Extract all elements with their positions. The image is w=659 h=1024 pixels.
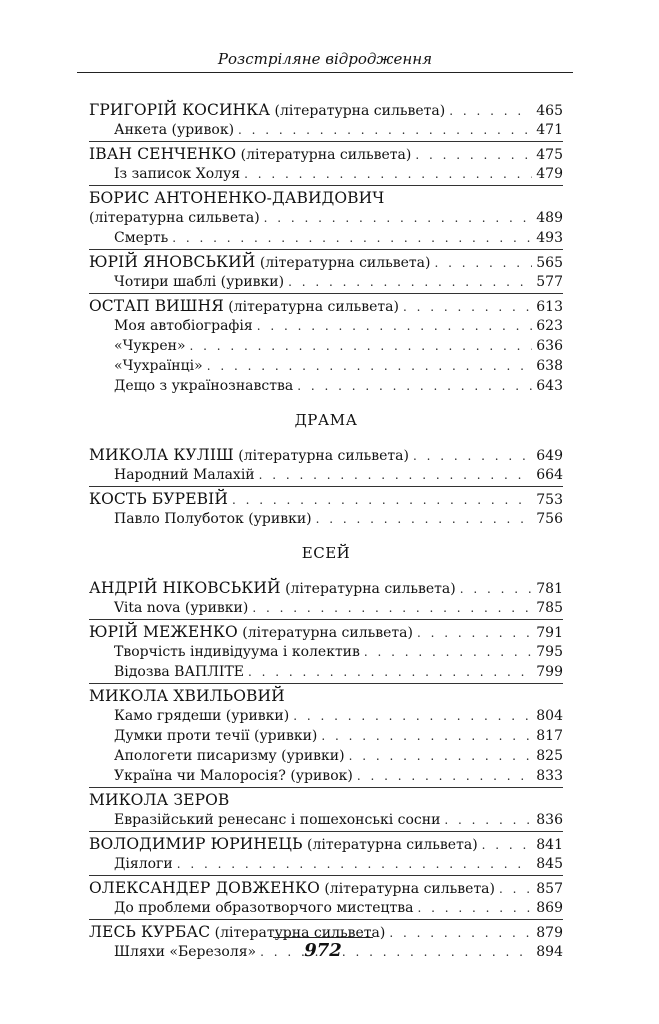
toc-entry-label [114, 598, 248, 618]
page-ref: 471 [536, 122, 563, 138]
page-ref: 493 [536, 230, 563, 246]
author-note: (літературна сильвета) [210, 925, 386, 941]
author-note: (літературна сильвета) [89, 210, 260, 226]
toc-author-group [89, 686, 563, 788]
entry-title: «Чухраїнці» [114, 358, 203, 374]
toc-author-line [89, 834, 563, 854]
dot-leader [417, 623, 532, 643]
toc-entry [89, 272, 563, 292]
author-note: (літературна сильвета) [302, 837, 478, 853]
page-ref: 791 [536, 625, 563, 641]
dot-leader [172, 228, 532, 248]
toc-author-line [89, 144, 563, 164]
toc-author-group [89, 578, 563, 620]
toc-entry-label [114, 376, 293, 396]
dot-leader [403, 297, 532, 317]
dot-leader [364, 642, 532, 662]
page-ref: 785 [536, 600, 563, 616]
author-name: ЮРІЙ ЯНОВСЬКИЙ [89, 253, 256, 271]
toc-entry [89, 898, 563, 918]
toc-entry [89, 509, 563, 529]
author-note: (літературна сильвета) [223, 299, 399, 315]
toc-entry-label [114, 706, 289, 726]
author-name: ОСТАП ВИШНЯ [89, 297, 224, 315]
dot-leader [257, 316, 533, 336]
entry-title: Україна чи Малоросія? (уривок) [114, 768, 353, 784]
entry-title: Vita nova (уривки) [114, 600, 249, 616]
dot-leader [190, 336, 533, 356]
toc-entry-label [89, 790, 229, 811]
entry-title: Моя автобіографія [114, 318, 253, 334]
toc-author-line [89, 252, 563, 272]
entry-title: Смерть [114, 230, 169, 246]
entry-title: Діялоги [114, 856, 173, 872]
toc-block-drama [89, 445, 563, 530]
author-name: ОЛЕКСАНДЕР ДОВЖЕНКО [89, 879, 320, 897]
page-ref: 577 [536, 274, 563, 290]
toc-entry [89, 228, 563, 248]
dot-leader [293, 706, 532, 726]
dot-leader [321, 726, 532, 746]
author-note: (літературна сильвета) [319, 881, 495, 897]
author-name: ІВАН СЕНЧЕНКО [89, 145, 237, 163]
page-ref: 879 [536, 925, 563, 941]
page-ref: 475 [536, 147, 563, 163]
running-header: Розстріляне відродження [217, 50, 433, 68]
toc-entry-label [89, 144, 411, 165]
entry-title: Камо грядеши (уривки) [114, 708, 290, 724]
author-name: ЮРІЙ МЕЖЕНКО [89, 623, 238, 641]
toc-entry-label [89, 188, 384, 209]
toc-entry-label [89, 208, 260, 228]
page-ref: 756 [536, 511, 563, 527]
toc-entry-label [89, 622, 413, 643]
toc-author-group [89, 144, 563, 186]
toc-entry [89, 356, 563, 376]
toc-block-prose [89, 100, 563, 397]
toc-author-group [89, 296, 563, 397]
page-ref: 841 [536, 837, 563, 853]
page-ref: 799 [536, 664, 563, 680]
toc-entry-label [114, 228, 168, 248]
page-ref: 613 [536, 299, 563, 315]
toc-entry-label [89, 686, 285, 707]
dot-leader [434, 253, 532, 273]
page-ref: 643 [536, 378, 563, 394]
dot-leader [248, 662, 532, 682]
toc-author-line [89, 445, 563, 465]
toc-entry-label [114, 898, 413, 918]
toc-entry-label [114, 509, 312, 529]
author-note: (літературна сильвета) [237, 625, 413, 641]
author-name: ЛЕСЬ КУРБАС [89, 923, 211, 941]
page-ref: 465 [536, 103, 563, 119]
dot-leader [413, 446, 532, 466]
dot-leader [415, 145, 532, 165]
entry-title: Народний Малахій [114, 467, 255, 483]
toc-author-line [89, 100, 563, 120]
author-name: АНДРІЙ НІКОВСЬКИЙ [89, 579, 281, 597]
dot-leader [244, 164, 532, 184]
page-ref: 638 [536, 358, 563, 374]
toc-entry-label [114, 465, 255, 485]
page-ref: 845 [536, 856, 563, 872]
toc-entry [89, 766, 563, 786]
author-name: МИКОЛА ХВИЛЬОВИЙ [89, 687, 285, 705]
toc-entry [89, 164, 563, 184]
toc-entry-label [114, 272, 284, 292]
toc-author-line [89, 296, 563, 316]
dot-leader [316, 509, 533, 529]
dot-leader [264, 208, 533, 228]
dot-leader [297, 376, 532, 396]
toc-entry-label [89, 878, 495, 899]
toc-author-line [89, 878, 563, 898]
page-ref: 833 [536, 768, 563, 784]
author-note: (літературна сильвета) [233, 448, 409, 464]
toc-entry [89, 336, 563, 356]
toc-entry-label [114, 164, 240, 184]
toc-entry [89, 726, 563, 746]
page-ref: 753 [536, 492, 563, 508]
entry-title: Шляхи «Березоля» [114, 944, 257, 960]
toc-entry-label [89, 100, 445, 121]
author-name: ГРИГОРІЙ КОСИНКА [89, 101, 271, 119]
toc-entry [89, 746, 563, 766]
entry-title: Павло Полуботок (уривки) [114, 511, 312, 527]
toc-entry-label [114, 642, 360, 662]
toc-author-group [89, 489, 563, 530]
section-title-drama: ДРАМА [294, 411, 358, 429]
toc-entry-label [114, 356, 203, 376]
entry-title: Апологети писаризму (уривки) [114, 748, 345, 764]
dot-leader [444, 810, 532, 830]
toc-author-group [89, 790, 563, 832]
toc-entry-label [114, 316, 253, 336]
toc-author-group [89, 622, 563, 684]
table-of-contents [89, 100, 563, 965]
dot-leader [177, 854, 533, 874]
toc-author-line [89, 489, 563, 509]
toc-entry [89, 706, 563, 726]
toc-entry-label [114, 336, 186, 356]
entry-title: Чотири шаблі (уривки) [114, 274, 285, 290]
entry-title: Дещо з українознавства [114, 378, 294, 394]
toc-author-line [89, 622, 563, 642]
toc-author-group [89, 188, 563, 250]
author-name: БОРИС АНТОНЕНКО-ДАВИДОВИЧ [89, 189, 385, 207]
toc-entry [89, 120, 563, 140]
author-note: (літературна сильвета) [255, 255, 431, 271]
page-ref: 894 [536, 944, 563, 960]
page-ref: 817 [536, 728, 563, 744]
toc-entry-label [89, 834, 478, 855]
page-ref: 781 [536, 581, 563, 597]
dot-leader [288, 272, 532, 292]
toc-author-line [89, 790, 563, 810]
toc-author-line [89, 188, 563, 208]
page-ref: 565 [536, 255, 563, 271]
toc-block-essay [89, 578, 563, 963]
entry-title: Думки проти течії (уривки) [114, 728, 318, 744]
page-ref: 479 [536, 166, 563, 182]
toc-author-line [89, 578, 563, 598]
dot-leader [252, 598, 532, 618]
author-name: ВОЛОДИМИР ЮРИНЕЦЬ [89, 835, 303, 853]
toc-entry-label [89, 445, 409, 466]
dot-leader [499, 879, 532, 899]
page-number: 972 [304, 940, 342, 961]
toc-entry-label [114, 726, 317, 746]
toc-entry [89, 465, 563, 485]
toc-entry [89, 810, 563, 830]
page-ref: 795 [536, 644, 563, 660]
toc-author-group [89, 252, 563, 294]
toc-entry [89, 854, 563, 874]
page-ref: 649 [536, 448, 563, 464]
toc-entry-label [114, 942, 256, 962]
toc-entry-label [114, 662, 244, 682]
toc-entry [89, 598, 563, 618]
toc-entry-label [114, 120, 234, 140]
toc-entry-label [114, 810, 440, 830]
entry-title: Із записок Холуя [114, 166, 241, 182]
toc-entry [89, 316, 563, 336]
dot-leader [389, 923, 532, 943]
toc-entry [89, 376, 563, 396]
page-ref: 664 [536, 467, 563, 483]
page-ref: 804 [536, 708, 563, 724]
toc-entry-label [114, 766, 353, 786]
page-ref: 636 [536, 338, 563, 354]
dot-leader [232, 490, 532, 510]
page-ref: 836 [536, 812, 563, 828]
section-title-essay: ЕСЕЙ [301, 544, 351, 562]
author-note: (літературна сильвета) [236, 147, 412, 163]
toc-author-group [89, 878, 563, 920]
page-ref: 623 [536, 318, 563, 334]
toc-entry-label [89, 296, 399, 317]
entry-title: Відозва ВАПЛІТЕ [114, 664, 244, 680]
page-ref: 857 [536, 881, 563, 897]
toc-author-line [89, 208, 563, 228]
dot-leader [207, 356, 533, 376]
toc-entry-label [89, 489, 228, 510]
toc-entry-label [89, 252, 430, 273]
toc-author-group [89, 100, 563, 142]
author-note: (літературна сильвета) [280, 581, 456, 597]
toc-author-group [89, 834, 563, 876]
toc-author-line [89, 686, 563, 706]
dot-leader [238, 120, 532, 140]
author-name: МИКОЛА ЗЕРОВ [89, 791, 230, 809]
footer-rule [273, 937, 373, 938]
toc-author-group [89, 445, 563, 487]
toc-entry [89, 642, 563, 662]
toc-entry-label [114, 854, 173, 874]
toc-entry [89, 662, 563, 682]
toc-entry-label [114, 746, 345, 766]
header-rule [77, 72, 573, 73]
dot-leader [259, 465, 533, 485]
entry-title: Анкета (уривок) [114, 122, 235, 138]
dot-leader [349, 746, 533, 766]
page-ref: 489 [536, 210, 563, 226]
dot-leader [417, 898, 532, 918]
author-name: МИКОЛА КУЛІШ [89, 446, 234, 464]
dot-leader [449, 101, 532, 121]
entry-title: Творчість індивідуума і колектив [114, 644, 360, 660]
toc-author-line [89, 922, 563, 942]
entry-title: До проблеми образотворчого мистецтва [114, 900, 414, 916]
author-name: КОСТЬ БУРЕВІЙ [89, 490, 228, 508]
dot-leader [357, 766, 532, 786]
dot-leader [460, 579, 533, 599]
toc-entry-label [89, 578, 456, 599]
dot-leader [482, 835, 533, 855]
entry-title: Евразійський ренесанс і пошехонські сосни [114, 812, 441, 828]
page-ref: 869 [536, 900, 563, 916]
entry-title: «Чукрен» [114, 338, 186, 354]
page-ref: 825 [536, 748, 563, 764]
author-note: (літературна сильвета) [270, 103, 446, 119]
